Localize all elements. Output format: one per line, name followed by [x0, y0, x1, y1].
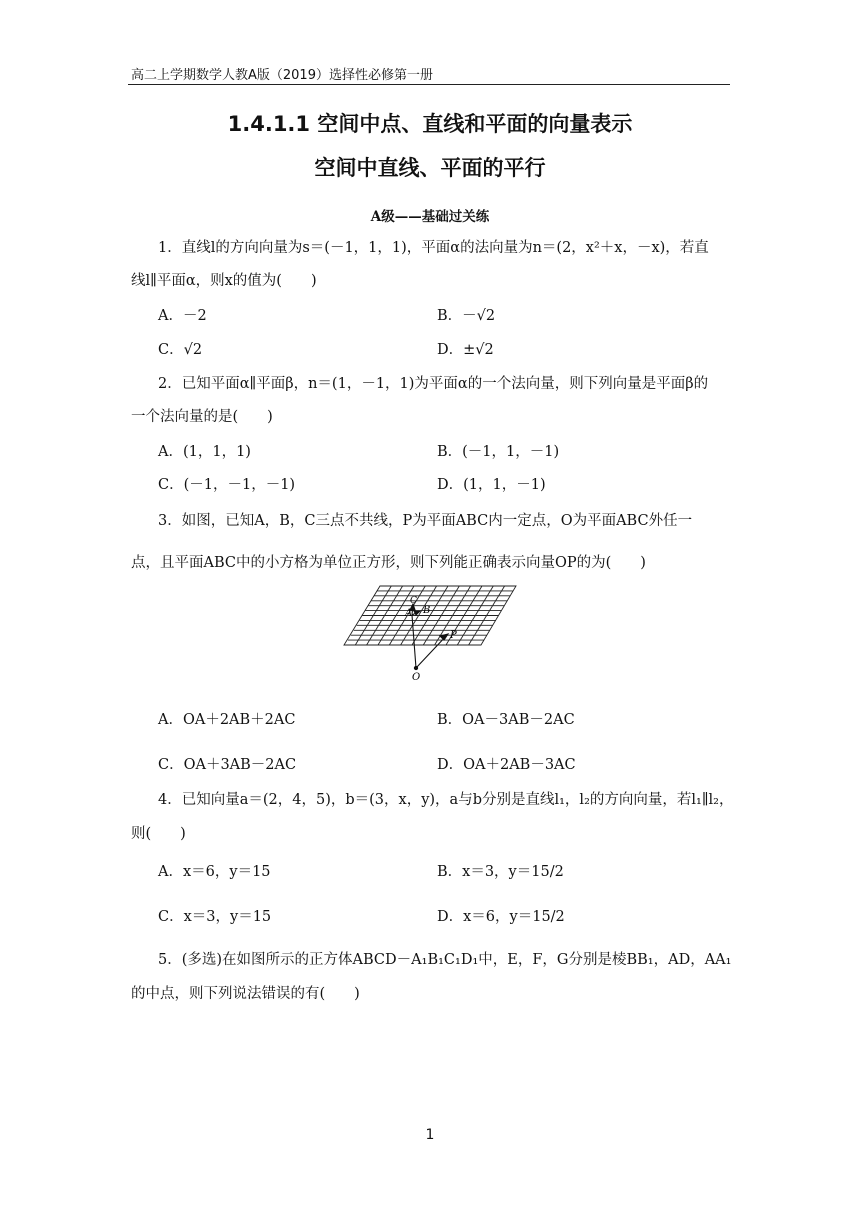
q2-option-c: C．(－1，－1，－1)	[158, 477, 296, 493]
q1-stem-line2: 线l∥平面α，则x的值为( )	[131, 273, 317, 289]
label-a: A	[405, 608, 413, 619]
label-c: C	[410, 596, 417, 606]
q4-option-a: A．x＝6，y＝15	[158, 864, 271, 880]
q3-grid-figure	[330, 582, 530, 682]
q2-option-d: D．(1，1，－1)	[437, 477, 546, 493]
q3-option-b: B．OA－3AB－2AC	[437, 712, 575, 728]
point-o	[414, 666, 417, 669]
label-b: B	[423, 605, 431, 616]
q2-option-a: A．(1，1，1)	[158, 444, 251, 460]
title-line-2: 空间中直线、平面的平行	[314, 156, 546, 180]
q3-option-a: A．OA＋2AB＋2AC	[158, 712, 296, 728]
q4-option-b: B．x＝3，y＝15/2	[437, 864, 564, 880]
label-o: O	[412, 672, 421, 682]
q2-stem-line1: 2．已知平面α∥平面β，n＝(1，－1，1)为平面α的一个法向量，则下列向量是平面β的	[158, 376, 709, 392]
q3-stem-line2: 点，且平面ABC中的小方格为单位正方形，则下列能正确表示向量OP的为( )	[131, 555, 646, 571]
q4-stem-line2: 则( )	[131, 826, 186, 842]
q1-option-b: B．－√2	[437, 308, 496, 324]
q4-stem-line1: 4．已知向量a＝(2，4，5)，b＝(3，x，y)，a与b分别是直线l₁，l₂的方向向量，若l₁∥l₂，	[158, 792, 734, 808]
q1-option-a: A．－2	[158, 308, 207, 324]
q3-option-c: C．OA＋3AB－2AC	[158, 757, 297, 773]
q2-stem-line2: 一个法向量的是( )	[131, 409, 273, 425]
page-number: 1	[425, 1127, 435, 1143]
header-rule	[128, 84, 730, 85]
level-heading: A级——基础过关练	[370, 209, 490, 225]
q3-stem-line1: 3．如图，已知A，B，C三点不共线，P为平面ABC内一定点，O为平面ABC外任一	[158, 513, 693, 529]
q1-option-c: C．√2	[158, 342, 203, 358]
q3-option-d: D．OA＋2AB－3AC	[437, 757, 576, 773]
label-p: P	[450, 630, 457, 641]
q5-stem-line1: 5．(多选)在如图所示的正方体ABCD－A₁B₁C₁D₁中，E，F，G分别是棱BB₁，AD，AA₁	[158, 952, 732, 968]
q1-stem-line1: 1．直线l的方向向量为s＝(－1，1，1)，平面α的法向量为n＝(2，x²＋x，－x)，若直	[158, 240, 709, 256]
title-line-1: 1.4.1.1 空间中点、直线和平面的向量表示	[227, 112, 633, 136]
q4-option-d: D．x＝6，y＝15/2	[437, 909, 565, 925]
q1-option-d: D．±√2	[437, 342, 494, 358]
q2-option-b: B．(－1，1，－1)	[437, 444, 560, 460]
document-header: 高二上学期数学人教A版（2019）选择性必修第一册	[131, 68, 433, 83]
q4-option-c: C．x＝3，y＝15	[158, 909, 272, 925]
q5-stem-line2: 的中点，则下列说法错误的有( )	[131, 986, 360, 1002]
